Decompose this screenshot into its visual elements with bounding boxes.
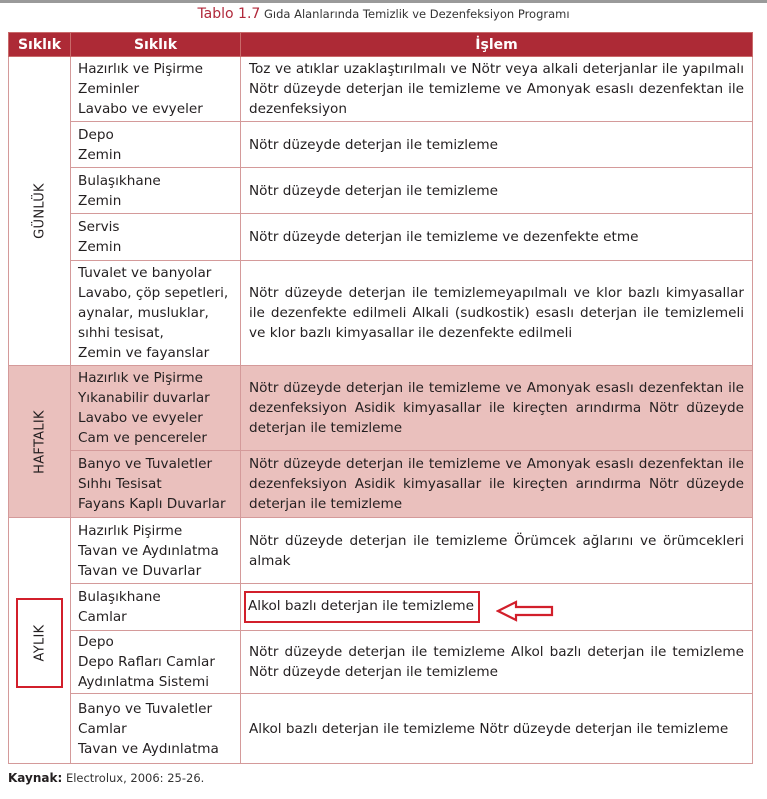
place-line: Zemin — [78, 192, 122, 209]
group-label-daily: GÜNLÜK — [32, 183, 47, 239]
table-row — [9, 366, 753, 451]
place-line: Servis — [78, 219, 120, 235]
place-line: Camlar — [78, 609, 127, 625]
operation-cell: Nötr düzeyde deterjan ile temizleme ve dezenfekte etme — [241, 214, 753, 261]
place-line: Zemin — [78, 146, 122, 163]
place-cell — [71, 57, 241, 122]
table-number: Tablo 1.7 — [197, 6, 261, 22]
table-row — [9, 57, 753, 122]
place-line: Camlar — [78, 720, 127, 737]
place-line: Zemin ve fayanslar — [78, 345, 210, 361]
place-line: sıhhi tesisat, — [78, 325, 164, 341]
place-cell — [71, 122, 241, 168]
table-row — [9, 584, 753, 631]
place-cell — [71, 366, 241, 451]
table-row — [9, 451, 753, 518]
group-monthly — [9, 518, 71, 764]
table-row — [9, 631, 753, 694]
place-line: Banyo ve Tuvaletler — [78, 456, 213, 472]
header-frequency-area: Sıklık — [71, 33, 241, 57]
group-label-weekly: HAFTALIK — [32, 409, 47, 474]
source-text: Electrolux, 2006: 25-26. — [65, 771, 205, 785]
place-line: aynalar, musluklar, — [78, 305, 209, 321]
table-row — [9, 168, 753, 214]
group-daily — [9, 57, 71, 366]
place-line: Bulaşıkhane — [78, 589, 161, 605]
place-line: Lavabo ve evyeler — [78, 101, 203, 117]
place-line: Tavan ve Aydınlatma — [78, 542, 219, 559]
place-cell — [71, 451, 241, 518]
top-border — [0, 0, 767, 3]
place-line: Zemin — [78, 239, 122, 255]
left-arrow-icon — [496, 600, 556, 622]
operation-cell: Nötr düzeyde deterjan ile temizleme ve Amonyak esaslı dezenfektan ile dezenfeksiyon Asidik kimyasallar ile kireçten arındırma Nötr düzeyde deterjan ile temizleme — [241, 366, 753, 451]
place-cell — [71, 518, 241, 584]
table-caption — [0, 6, 767, 22]
group-weekly — [9, 366, 71, 518]
table-title: Gıda Alanlarında Temizlik ve Dezenfeksiyon Programı — [263, 7, 570, 21]
place-line: Lavabo, çöp sepetleri, — [78, 285, 229, 301]
place-line: Cam ve pencereler — [78, 430, 207, 446]
place-line: Hazırlık ve Pişirme — [78, 370, 204, 386]
operation-cell: Nötr düzeyde deterjan ile temizleme ve Amonyak esaslı dezenfektan ile dezenfeksiyon Asidik kimyasallar ile kireçten arındırma Nötr düzeyde deterjan ile temizleme — [241, 451, 753, 518]
highlight-box-operation: Alkol bazlı deterjan ile temizleme — [244, 591, 480, 623]
place-cell — [71, 584, 241, 631]
operation-cell: Nötr düzeyde deterjan ile temizleme — [241, 168, 753, 214]
place-line: Depo — [78, 634, 114, 650]
place-line: Tuvalet ve banyolar — [78, 265, 212, 281]
source-note — [8, 771, 204, 785]
place-line: Yıkanabilir duvarlar — [78, 390, 210, 406]
place-cell — [71, 214, 241, 261]
place-line: Zeminler — [78, 81, 140, 97]
place-line: Lavabo ve evyeler — [78, 410, 203, 426]
place-line: Fayans Kaplı Duvarlar — [78, 496, 226, 512]
cleaning-program-table — [8, 32, 753, 764]
operation-cell: Toz ve atıklar uzaklaştırılmalı ve Nötr veya alkali deterjanlar ile yapılmalı Nötr düzeyde deterjan ile temizleme ve Amonyak esaslı dezenfektan ile dezenfeksiyon — [241, 57, 753, 122]
place-line: Bulaşıkhane — [78, 172, 161, 189]
place-line: Aydınlatma Sistemi — [78, 674, 209, 690]
place-cell — [71, 694, 241, 764]
operation-cell: Nötr düzeyde deterjan ile temizlemeyapılmalı ve klor bazlı kimyasallar ile dezenfekte edilmeli Alkali (sudkostik) esaslı deterjan ile temizlemeli ve klor bazlı kimyasallar ile dezenfekte edilmeli — [241, 261, 753, 366]
place-line: Depo — [78, 126, 114, 143]
table-row — [9, 122, 753, 168]
place-cell — [71, 261, 241, 366]
header-row — [9, 33, 753, 57]
table-row — [9, 694, 753, 764]
place-cell — [71, 631, 241, 694]
place-line: Hazırlık Pişirme — [78, 522, 183, 539]
place-line: Tavan ve Aydınlatma — [78, 740, 219, 757]
place-line: Depo Rafları Camlar — [78, 654, 215, 670]
operation-cell: Alkol bazlı deterjan ile temizleme Nötr düzeyde deterjan ile temizleme — [241, 694, 753, 764]
table-row — [9, 214, 753, 261]
table-row — [9, 261, 753, 366]
place-line: Hazırlık ve Pişirme — [78, 61, 204, 77]
place-line: Tavan ve Duvarlar — [78, 562, 202, 579]
operation-cell: Nötr düzeyde deterjan ile temizleme Örümcek ağlarını ve örümcekleri almak — [241, 518, 753, 584]
operation-cell: Nötr düzeyde deterjan ile temizleme — [241, 122, 753, 168]
header-operation: İşlem — [241, 33, 753, 57]
operation-cell: Nötr düzeyde deterjan ile temizleme Alkol bazlı deterjan ile temizleme Nötr düzeyde deterjan ile temizleme — [241, 631, 753, 694]
table-row — [9, 518, 753, 584]
source-label: Kaynak: — [8, 771, 63, 785]
place-line: Sıhhı Tesisat — [78, 476, 162, 492]
place-line: Banyo ve Tuvaletler — [78, 700, 213, 717]
header-frequency: Sıklık — [9, 33, 71, 57]
place-cell — [71, 168, 241, 214]
group-label-monthly: AYLIK — [32, 624, 47, 661]
